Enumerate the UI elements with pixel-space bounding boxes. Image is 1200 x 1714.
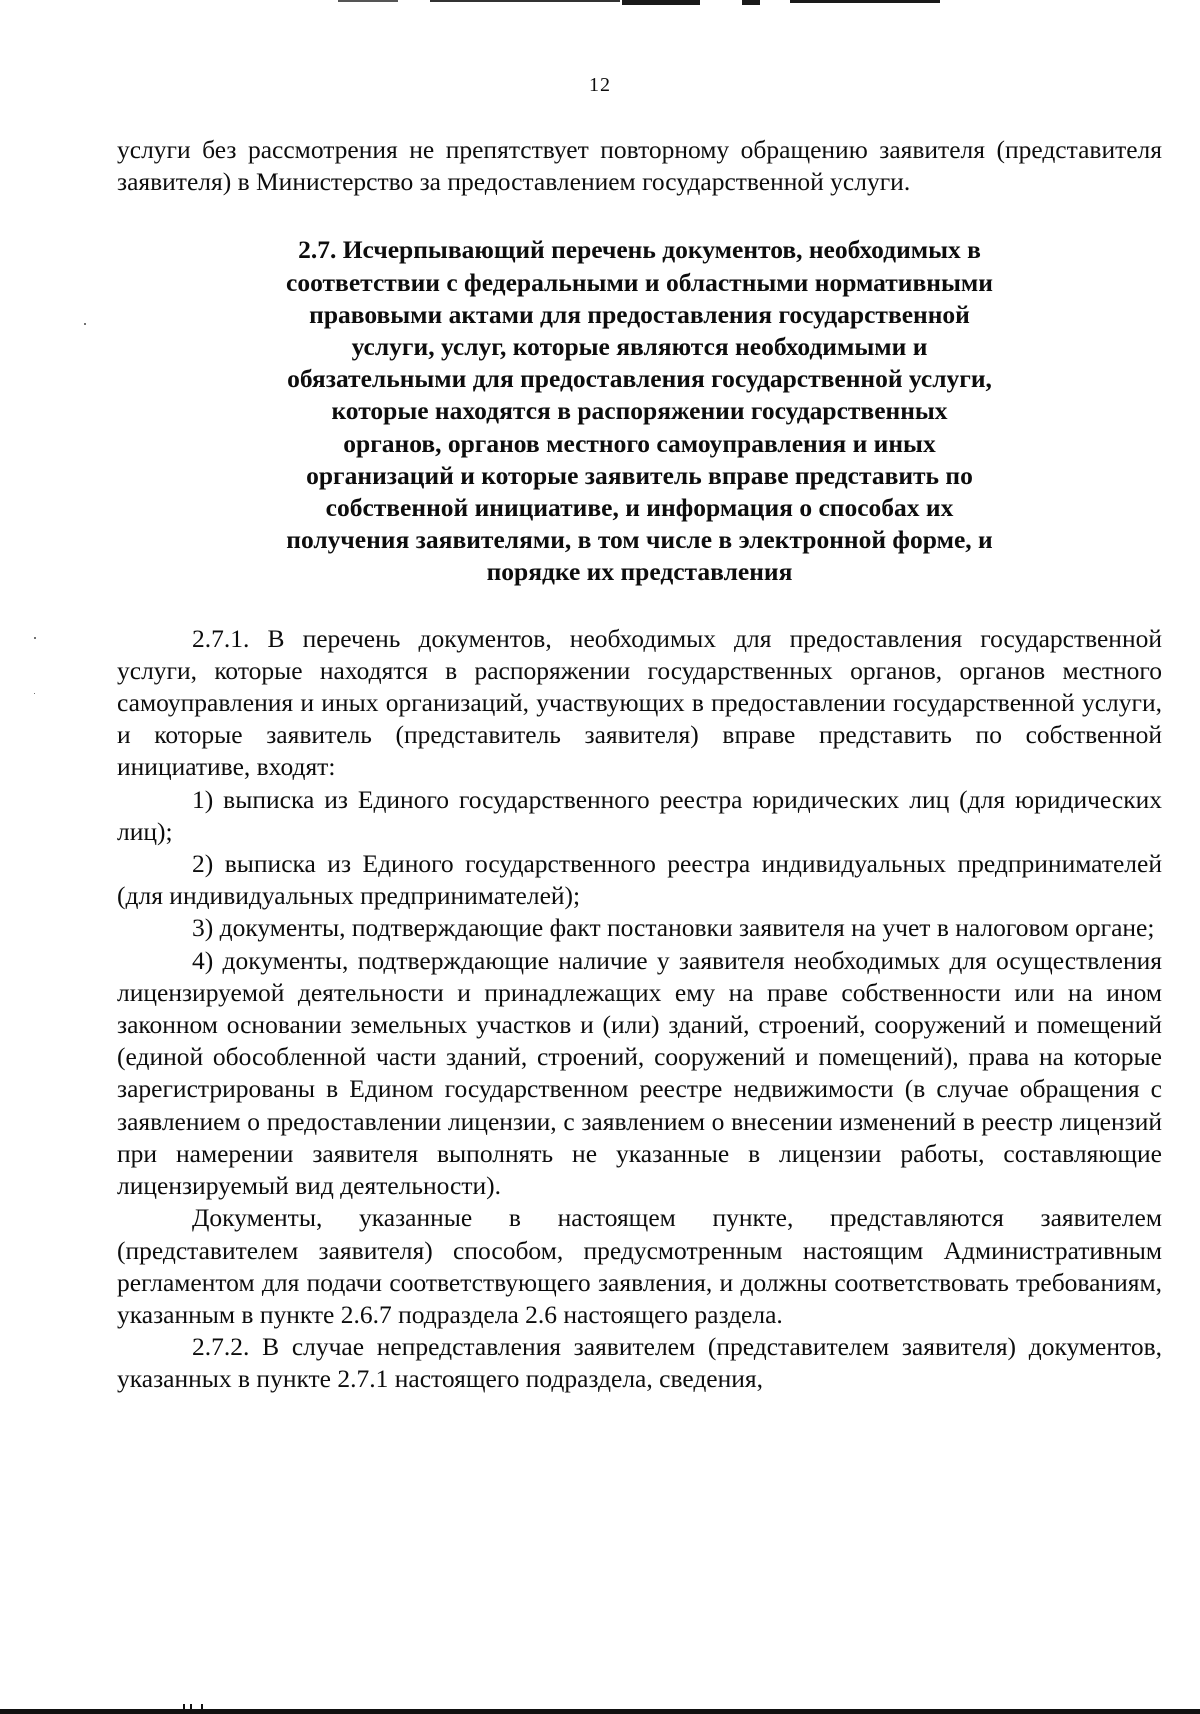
scan-speck bbox=[84, 323, 86, 325]
paragraph-2-7-1: 2.7.1. В перечень документов, необходимых для предоставления государственной услуги, которые находятся в распоряжении государственных органов, органов местного самоуправления и иных организаций, участвующих в предоставлении государственной услуги, и которые заявитель (представитель заявителя) вправе представить по собственной инициативе, входят: bbox=[117, 623, 1162, 782]
continuation-paragraph: услуги без рассмотрения не препятствует повторному обращению заявителя (представителя заявителя) в Министерство за предоставлением государственной услуги. bbox=[117, 135, 1162, 197]
scan-bottom-edge bbox=[0, 1704, 1200, 1714]
list-item-3: 3) документы, подтверждающие факт постановки заявителя на учет в налоговом органе; bbox=[192, 913, 1155, 943]
scan-top-edge bbox=[0, 0, 1200, 8]
list-item-2: 2) выписка из Единого государственного реестра индивидуальных предпринимателей (для индивидуальных предпринимателей); bbox=[117, 849, 1162, 911]
section-heading: 2.7. Исчерпывающий перечень документов, необходимых в соответствии с федеральными и областными нормативными правовыми актами для предоставления государственной услуги, услуг, которые являются необходимыми и обязательными для предоставления государственной услуги, которые находятся в распоряжении государственных органов, органов местного самоуправления и иных организаций и которые заявитель вправе представить по собственной инициативе, и информация о способах их получения заявителями, в том числе в электронной форме, и порядке их представления bbox=[286, 235, 993, 587]
scan-speck bbox=[34, 693, 35, 694]
list-item-4: 4) документы, подтверждающие наличие у заявителя необходимых для осуществления лицензируемой деятельности и принадлежащих ему на праве собственности или на ином законном основании земельных участков и (или) зданий, строений, сооружений и помещений (единой обособленной части зданий, строений, сооружений и помещений), права на которые зарегистрированы в Едином государственном реестре недвижимости (в случае обращения с заявлением о предоставлении лицензии, с заявлением о внесении изменений в реестр лицензий при намерении заявителя выполнять не указанные в лицензии работы, составляющие лицензируемый вид деятельности). bbox=[117, 945, 1162, 1201]
scan-speck bbox=[34, 637, 36, 639]
documents-note-paragraph: Документы, указанные в настоящем пункте, представляются заявителем (представителем заявителя) способом, предусмотренным настоящим Административным регламентом для подачи соответствующего заявления, и должны соответствовать требованиям, указанным в пункте 2.6.7 подраздела 2.6 настоящего раздела. bbox=[117, 1203, 1162, 1329]
document-body bbox=[117, 134, 1162, 1396]
list-item-1: 1) выписка из Единого государственного реестра юридических лиц (для юридических лиц); bbox=[117, 784, 1162, 846]
paragraph-2-7-2: 2.7.2. В случае непредставления заявителем (представителем заявителя) документов, указанных в пункте 2.7.1 настоящего подраздела, сведения, bbox=[117, 1332, 1162, 1394]
page-number: 12 bbox=[589, 74, 611, 96]
